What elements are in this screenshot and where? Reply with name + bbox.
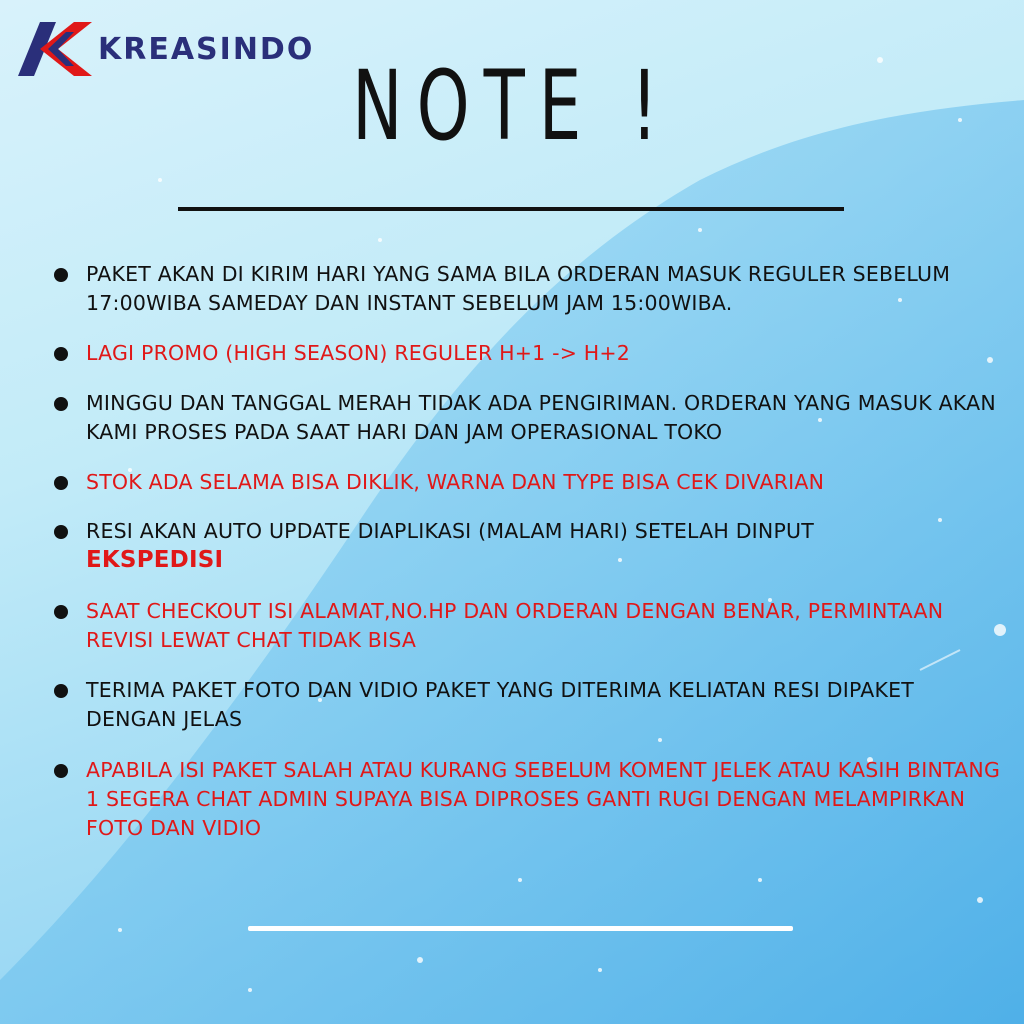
note-item xyxy=(54,468,1004,497)
note-text: PAKET AKAN DI KIRIM HARI YANG SAMA BILA ORDERAN MASUK REGULER SEBELUM 17:00WIBA SAMEDAY DAN INSTANT SEBELUM JAM 15:00WIBA. xyxy=(86,262,951,315)
bullet-icon xyxy=(54,764,68,778)
page-title: NOTE ! xyxy=(352,50,672,162)
note-text: STOK ADA SELAMA BISA DIKLIK, WARNA DAN TYPE BISA CEK DIVARIAN xyxy=(86,470,825,494)
note-item xyxy=(54,339,1004,368)
note-item xyxy=(54,676,1004,734)
brand-name: KREASINDO xyxy=(98,31,315,67)
note-text: RESI AKAN AUTO UPDATE DIAPLIKASI (MALAM HARI) SETELAH DINPUT xyxy=(86,519,814,543)
k-logo-icon xyxy=(18,22,92,76)
note-text: APABILA ISI PAKET SALAH ATAU KURANG SEBELUM KOMENT JELEK ATAU KASIH BINTANG 1 SEGERA CHAT ADMIN SUPAYA BISA DIPROSES GANTI RUGI DENGAN MELAMPIRKAN FOTO DAN VIDIO xyxy=(86,758,1001,840)
note-item xyxy=(54,517,1004,575)
bullet-icon xyxy=(54,684,68,698)
bullet-icon xyxy=(54,525,68,539)
note-item xyxy=(54,597,1004,655)
note-text: TERIMA PAKET FOTO DAN VIDIO PAKET YANG DITERIMA KELIATAN RESI DIPAKET DENGAN JELAS xyxy=(86,678,914,731)
note-text: SAAT CHECKOUT ISI ALAMAT,NO.HP DAN ORDERAN DENGAN BENAR, PERMINTAAN REVISI LEWAT CHAT TIDAK BISA xyxy=(86,599,944,652)
bullet-icon xyxy=(54,605,68,619)
note-text: LAGI PROMO (HIGH SEASON) REGULER H+1 -> H+2 xyxy=(86,341,631,365)
title-divider xyxy=(178,207,844,211)
notes-list xyxy=(54,260,1004,843)
bullet-icon xyxy=(54,397,68,411)
note-item xyxy=(54,756,1004,843)
note-text: MINGGU DAN TANGGAL MERAH TIDAK ADA PENGIRIMAN. ORDERAN YANG MASUK AKAN KAMI PROSES PADA SAAT HARI DAN JAM OPERASIONAL TOKO xyxy=(86,391,996,444)
note-item xyxy=(54,389,1004,447)
bullet-icon xyxy=(54,476,68,490)
bottom-divider xyxy=(248,926,793,931)
note-highlight: EKSPEDISI xyxy=(86,547,224,573)
bullet-icon xyxy=(54,347,68,361)
bullet-icon xyxy=(54,268,68,282)
note-item xyxy=(54,260,1004,318)
